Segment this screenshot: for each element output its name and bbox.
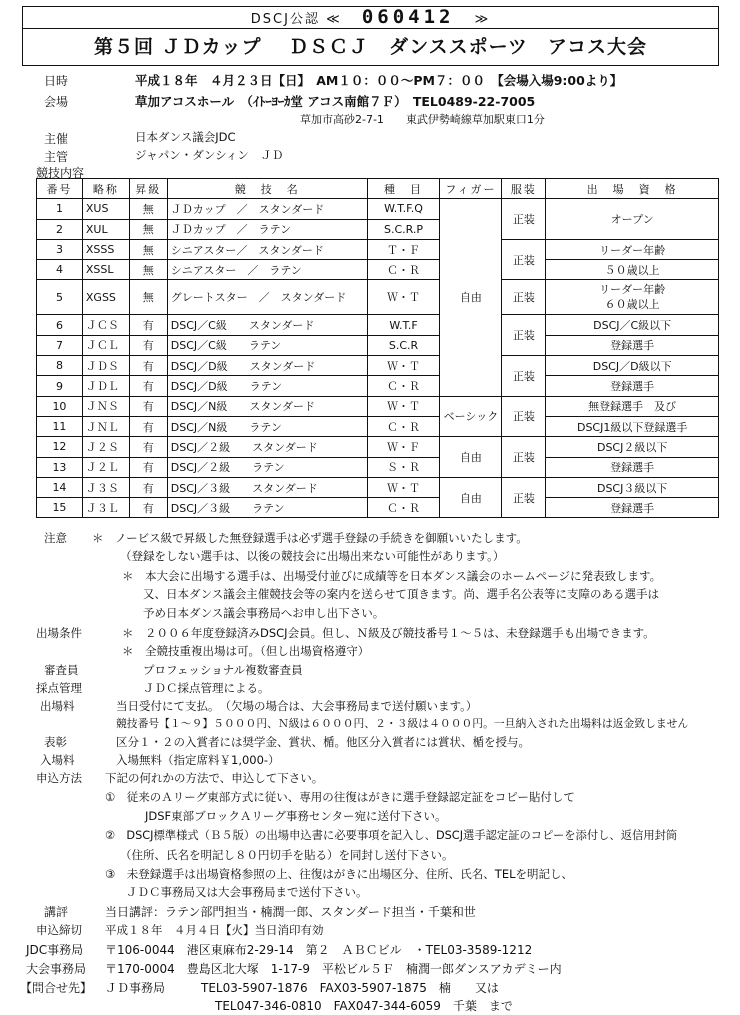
- contact-label: 【問合せ先】: [20, 981, 93, 995]
- figure-free: 自由: [440, 477, 502, 518]
- apply-method-1: ① 従来のＡリーグ東部方式に従い、専用の往復はがきに選手登録認定証をコピー貼付して: [105, 790, 575, 804]
- event-name: DSCJ／D級 ラテン: [167, 376, 367, 396]
- caution-2c: 予め日本ダンス議会事務局へお申し出下さい。: [143, 606, 385, 620]
- dress-formal: 正装: [502, 280, 546, 315]
- table-row: [37, 335, 719, 355]
- col-number: 番号: [37, 179, 83, 199]
- deadline-value: 平成１８年 ４月４日【火】当日消印有効: [105, 923, 324, 937]
- qual-age60-cell: [546, 280, 719, 315]
- table-row: [37, 199, 719, 219]
- deadline-label: 申込締切: [36, 923, 82, 937]
- event-dances: Ｗ・Ｔ: [367, 477, 440, 497]
- caution-2b: 又、日本ダンス議会主催競技会等の案内を送らせて頂きます。尚、選手名公表等に支障のある選手は: [143, 587, 659, 601]
- qual-age60: ６０歳以上: [604, 298, 660, 312]
- qual-registered: 登録選手: [546, 457, 719, 477]
- event-dances: Ｃ・Ｒ: [367, 260, 440, 280]
- event-promotion: 有: [129, 477, 167, 497]
- caution-1b: （登録をしない選手は、以後の競技会に出場出来ない可能性があります。）: [120, 549, 505, 563]
- event-abbr: Ｊ３Ｓ: [82, 477, 129, 497]
- figure-free: 自由: [440, 437, 502, 478]
- event-number: 11: [37, 416, 83, 436]
- caution-2: ＊ 本大会に出場する選手は、出場受付並びに成績等を日本ダンス議会のホームページに発表致します。: [122, 569, 662, 583]
- event-title: 第５回 ＪＤカップ ＤＳＣＪ ダンススポーツ アコス大会: [94, 36, 647, 58]
- event-promotion: 無: [129, 239, 167, 259]
- lecture-value: 当日講評：ラテン部門担当・楠潤一郎、スタンダード担当・千葉和世: [105, 905, 476, 919]
- manager-value: ジャパン・ダンシィン ＪＤ: [135, 148, 284, 162]
- qual-unregistered: 無登録選手 及び: [546, 396, 719, 416]
- judges-value: プロフェッショナル複数審査員: [143, 663, 303, 677]
- apply-method-2: ② DSCJ標準様式（Ｂ５版）の出場申込書に必要事項を記入し、DSCJ選手認定証のコピーを添付し、返信用封筒: [105, 829, 678, 842]
- table-row: [37, 315, 719, 335]
- award-label: 表彰: [44, 735, 67, 749]
- event-dances: Ｃ・Ｒ: [367, 416, 440, 436]
- apply-method-1b: JDSF東部ブロックＡリーグ事務センター宛に送付下さい。: [145, 809, 447, 823]
- event-name: シニアスター／ スタンダード: [167, 239, 367, 259]
- fee-2: 競技番号【１～９】５０００円、Ｎ級は６０００円、２・３級は４０００円。一旦納入された出場料は返金致しません: [116, 717, 689, 730]
- venue-label: 会場: [44, 95, 69, 109]
- event-promotion: 有: [129, 498, 167, 518]
- qual-leader-age: リーダー年齢: [546, 239, 719, 259]
- col-dances: 種 目: [367, 179, 440, 199]
- cert-number: 060412: [361, 6, 455, 28]
- event-number: 1: [37, 199, 83, 219]
- award-value: 区分１・２の入賞者には奨学金、賞状、楯。他区分入賞者には賞状、楯を授与。: [116, 735, 530, 749]
- judges-label: 審査員: [44, 663, 79, 677]
- organizer-label: 主催: [44, 132, 69, 146]
- event-abbr: XGSS: [82, 280, 129, 315]
- event-name: DSCJ／２級 スタンダード: [167, 437, 367, 457]
- event-number: 5: [37, 280, 83, 315]
- event-office-label: 大会事務局: [26, 962, 87, 976]
- manager-label: 主管: [44, 150, 69, 164]
- event-promotion: 有: [129, 416, 167, 436]
- organizer-value: 日本ダンス議会JDC: [135, 130, 236, 144]
- table-row: [37, 260, 719, 280]
- event-name: ＪＤカップ ／ スタンダード: [167, 199, 367, 219]
- fee-1: 当日受付にて支払。 （欠場の場合は、大会事務局まで送付願います。）: [116, 699, 478, 713]
- apply-label: 申込方法: [36, 771, 82, 785]
- event-abbr: ＪＣＳ: [82, 315, 129, 335]
- qual-age50: ５０歳以上: [546, 260, 719, 280]
- event-number: 2: [37, 219, 83, 239]
- event-number: 6: [37, 315, 83, 335]
- event-promotion: 有: [129, 437, 167, 457]
- events-label: 競技内容: [36, 166, 85, 180]
- event-number: 3: [37, 239, 83, 259]
- cert-prefix: DSCJ公認 ≪: [250, 12, 342, 27]
- event-dances: S.C.R.P: [367, 219, 440, 239]
- event-abbr: XSSS: [82, 239, 129, 259]
- qual-registered: 登録選手: [546, 376, 719, 396]
- qual-d-below: DSCJ／D級以下: [546, 356, 719, 376]
- event-name: DSCJ／C級 ラテン: [167, 335, 367, 355]
- event-number: 8: [37, 356, 83, 376]
- event-dances: Ｓ・Ｒ: [367, 457, 440, 477]
- caution-1: ＊ ノービス級で昇級した無登録選手は必ず選手登録の手続きを御願いいたします。: [92, 531, 528, 545]
- figure-basic: ベーシック: [440, 396, 502, 437]
- apply-method-3: ③ 未登録選手は出場資格参照の上、往復はがきに出場区分、住所、氏名、TELを明記し、: [105, 867, 574, 881]
- table-row: [37, 457, 719, 477]
- event-name: DSCJ／C級 スタンダード: [167, 315, 367, 335]
- dress-formal: 正装: [502, 199, 546, 240]
- event-abbr: ＪＮＳ: [82, 396, 129, 416]
- table-row: [37, 477, 719, 497]
- certification-line: [23, 7, 718, 29]
- apply-method-2b: （住所、氏名を明記し８０円切手を貼る）を同封し送付下さい。: [120, 848, 454, 862]
- event-number: 13: [37, 457, 83, 477]
- event-name: DSCJ／N級 ラテン: [167, 416, 367, 436]
- event-dances: Ｔ・Ｆ: [367, 239, 440, 259]
- col-qualification: 出 場 資 格: [546, 179, 719, 199]
- apply-method-3b: ＪＤＣ事務局又は大会事務局まで送付下さい。: [126, 885, 368, 899]
- caution-label: 注意: [44, 531, 67, 545]
- jdc-office-value: 〒106-0044 港区東麻布2-29-14 第２ ＡＢＣビル ・TEL03-3589-1212: [105, 943, 533, 957]
- qual-dscj1: DSCJ1級以下登録選手: [546, 416, 719, 436]
- event-promotion: 有: [129, 335, 167, 355]
- jdc-office-label: JDC事務局: [26, 943, 84, 957]
- contact-2: TEL047-346-0810 FAX047-344-6059 千葉 まで: [215, 999, 513, 1013]
- conditions-label: 出場条件: [36, 626, 82, 640]
- table-row: [37, 356, 719, 376]
- event-promotion: 有: [129, 457, 167, 477]
- scoring-label: 採点管理: [36, 681, 82, 695]
- date-label: 日時: [44, 74, 69, 88]
- event-name: ＪＤカップ ／ ラテン: [167, 219, 367, 239]
- event-dances: W.T.F.Q: [367, 199, 440, 219]
- table-header-row: [37, 179, 719, 199]
- scoring-value: ＪＤＣ採点管理による。: [143, 681, 270, 695]
- table-row: [37, 498, 719, 518]
- col-event-name: 競 技 名: [167, 179, 367, 199]
- event-name: DSCJ／３級 スタンダード: [167, 477, 367, 497]
- dress-formal: 正装: [502, 477, 546, 518]
- event-promotion: 無: [129, 280, 167, 315]
- event-number: 14: [37, 477, 83, 497]
- event-name: DSCJ／N級 スタンダード: [167, 396, 367, 416]
- event-dances: Ｃ・Ｒ: [367, 376, 440, 396]
- dress-formal: 正装: [502, 239, 546, 280]
- condition-2: ＊ 全競技重複出場は可。（但し出場資格遵守）: [122, 644, 370, 658]
- cert-suffix: ≫: [474, 12, 491, 27]
- event-abbr: XUS: [82, 199, 129, 219]
- event-number: 10: [37, 396, 83, 416]
- event-name: グレートスター ／ スタンダード: [167, 280, 367, 315]
- event-abbr: ＪＤＬ: [82, 376, 129, 396]
- event-promotion: 無: [129, 219, 167, 239]
- event-office-value: 〒170-0004 豊島区北大塚 1-17-9 平松ビル５Ｆ 楠潤一郎ダンスアカデミー内: [105, 962, 562, 976]
- entry-fee-label: 入場料: [40, 753, 75, 767]
- figure-free: 自由: [440, 199, 502, 396]
- dress-formal: 正装: [502, 315, 546, 356]
- col-abbr: 略称: [82, 179, 129, 199]
- qual-dscj3: DSCJ３級以下: [546, 477, 719, 497]
- qual-dscj2: DSCJ２級以下: [546, 437, 719, 457]
- event-dances: W.T.F: [367, 315, 440, 335]
- table-row: [37, 239, 719, 259]
- event-abbr: Ｊ２Ｌ: [82, 457, 129, 477]
- dress-formal: 正装: [502, 437, 546, 478]
- event-promotion: 有: [129, 376, 167, 396]
- table-row: [37, 416, 719, 436]
- col-dress: 服装: [502, 179, 546, 199]
- event-promotion: 無: [129, 199, 167, 219]
- date-value: 平成１８年 ４月２３日【日】 AM１０：００～PM７：００ 【会場入場9:00より】: [135, 73, 623, 88]
- event-promotion: 有: [129, 315, 167, 335]
- table-row: [37, 376, 719, 396]
- event-number: 9: [37, 376, 83, 396]
- event-dances: Ｃ・Ｒ: [367, 498, 440, 518]
- event-promotion: 有: [129, 356, 167, 376]
- event-name: DSCJ／D級 スタンダード: [167, 356, 367, 376]
- event-abbr: ＪＣＬ: [82, 335, 129, 355]
- event-number: 4: [37, 260, 83, 280]
- event-promotion: 無: [129, 260, 167, 280]
- table-row: [37, 280, 719, 315]
- event-name: DSCJ／３級 ラテン: [167, 498, 367, 518]
- event-dances: Ｗ・Ｔ: [367, 356, 440, 376]
- event-abbr: Ｊ２Ｓ: [82, 437, 129, 457]
- dress-formal: 正装: [502, 356, 546, 397]
- qual-open: オープン: [546, 199, 719, 240]
- qual-registered: 登録選手: [546, 335, 719, 355]
- fee-label: 出場料: [40, 699, 75, 713]
- event-abbr: ＪＤＳ: [82, 356, 129, 376]
- contact-1: ＪＤ事務局 TEL03-5907-1876 FAX03-5907-1875 楠 又は: [105, 981, 499, 995]
- entry-fee-value: 入場無料（指定席料￥1,000-）: [116, 753, 280, 767]
- event-dances: Ｗ・Ｆ: [367, 437, 440, 457]
- apply-intro: 下記の何れかの方法で、申込して下さい。: [105, 771, 324, 785]
- qual-c-below: DSCJ／C級以下: [546, 315, 719, 335]
- event-abbr: ＪＮＬ: [82, 416, 129, 436]
- event-dances: Ｗ・Ｔ: [367, 280, 440, 315]
- event-abbr: XSSL: [82, 260, 129, 280]
- table-row: [37, 437, 719, 457]
- condition-1: ＊ ２００６年度登録済みDSCJ会員。但し、Ｎ級及び競技番号１～５は、未登録選手も出場できます。: [122, 626, 655, 640]
- lecture-label: 講評: [44, 905, 69, 919]
- event-abbr: Ｊ３Ｌ: [82, 498, 129, 518]
- event-number: 12: [37, 437, 83, 457]
- dress-formal: 正装: [502, 396, 546, 437]
- event-number: 15: [37, 498, 83, 518]
- qual-registered: 登録選手: [546, 498, 719, 518]
- event-promotion: 有: [129, 396, 167, 416]
- col-figure: フィガー: [440, 179, 502, 199]
- venue-address: 草加市高砂2-7-1 東武伊勢崎線草加駅東口1分: [300, 113, 545, 126]
- event-abbr: XUL: [82, 219, 129, 239]
- event-dances: Ｗ・Ｔ: [367, 396, 440, 416]
- venue-value: 草加アコスホール （ｲﾄｰﾖｰｶ堂 アコス南館７Ｆ） TEL0489-22-7005: [135, 94, 536, 109]
- event-dances: S.C.R: [367, 335, 440, 355]
- event-name: DSCJ／２級 ラテン: [167, 457, 367, 477]
- qual-leader-age: リーダー年齢: [599, 283, 666, 297]
- col-promotion: 昇級: [129, 179, 167, 199]
- header-box: [22, 6, 719, 66]
- event-number: 7: [37, 335, 83, 355]
- events-table: [36, 178, 719, 518]
- event-name: シニアスター ／ ラテン: [167, 260, 367, 280]
- table-row: [37, 396, 719, 416]
